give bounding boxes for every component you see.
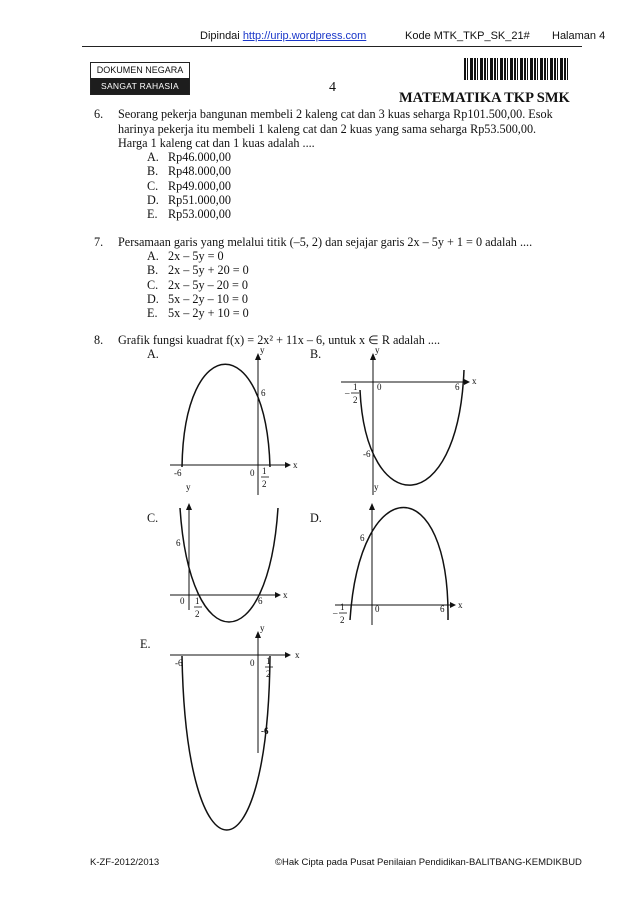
question-7-options [147,249,249,320]
option-e[interactable] [147,306,249,320]
tick-label: 0 [250,468,255,478]
graph-a-letter[interactable]: A. [147,347,159,361]
graph-b-letter[interactable]: B. [310,347,322,361]
y-axis-label: y [260,623,265,633]
question-6-options [147,150,231,221]
tick-label: – [345,388,350,398]
tick-label: – [333,608,338,618]
graph-c[interactable] [160,482,300,625]
tick-label: 2 [266,669,271,679]
tick-label: 6 [455,382,460,392]
question-line: harinya pekerja itu membeli 1 kaleng cat dan 2 kuas yang sama seharga Rp53.500,00. [118,121,537,136]
option-letter: D. [147,192,159,207]
tick-label: 1 [340,602,345,612]
document-code: Kode MTK_TKP_SK_21# [405,30,530,42]
graph-d-letter[interactable]: D. [310,511,322,525]
tick-label: 1 [266,656,271,666]
option-letter: E. [147,207,158,222]
scan-header-source [200,30,366,42]
footer-copyright: ©Hak Cipta pada Pusat Penilaian Pendidikan-BALITBANG-KEMDIKBUD [275,857,582,868]
option-text: Rp49.000,00 [168,178,231,193]
option-text: Rp48.000,00 [168,164,231,179]
question-7-text [118,235,578,250]
header-divider [82,46,582,47]
tick-label: 0 [180,596,185,606]
option-letter: D. [147,291,159,306]
x-arrow-icon [285,462,291,468]
question-line: Harga 1 kaleng cat dan 1 kuas adalah .... [118,136,315,151]
tick-label: 1 [262,466,267,476]
option-letter: B. [147,164,159,179]
footer-code: K-ZF-2012/2013 [90,857,160,868]
tick-label: 0 [250,658,255,668]
tick-label: 6 [176,538,181,548]
option-d[interactable] [147,292,249,306]
option-text: Rp51.000,00 [168,192,231,207]
option-letter: E. [147,306,158,321]
question-6-number: 6. [94,107,104,121]
option-c[interactable] [147,278,249,292]
x-axis-label: x [295,650,300,660]
parabola-curve [182,656,270,830]
tick-label: 1 [353,382,358,392]
option-b[interactable] [147,263,249,277]
option-c[interactable] [147,179,231,193]
tick-label: 6 [360,533,365,543]
tick-label: 0 [375,604,380,614]
option-d[interactable] [147,193,231,207]
tick-label: 0 [377,382,382,392]
classification-box [90,62,190,95]
barcode-icon [464,58,568,80]
option-letter: C. [147,277,159,292]
y-axis-label: y [375,345,380,355]
tick-label: 2 [262,479,267,489]
tick-label: 1 [195,596,200,606]
subject-title: MATEMATIKA TKP SMK [399,90,570,106]
tick-label: 6 [261,388,266,398]
option-text: Rp46.000,00 [168,150,231,164]
question-8-text [118,333,578,348]
tick-label: 6 [258,596,263,606]
graph-d[interactable] [330,482,480,630]
option-text: 2x – 5y + 20 = 0 [168,263,249,278]
classification-top: DOKUMEN NEGARA [91,63,189,78]
graph-e[interactable] [160,623,310,828]
x-axis-label: x [458,600,463,610]
tick-label: 2 [340,615,345,625]
question-line: Grafik fungsi kuadrat f(x) = 2x² + 11x – 6, untuk x ∈ R adalah .... [118,333,441,347]
option-text: 5x – 2y – 10 = 0 [168,291,248,306]
tick-label: 6 [440,604,445,614]
option-a[interactable] [147,150,231,164]
option-text: 2x – 5y – 20 = 0 [168,277,248,292]
option-letter: A. [147,150,159,164]
x-arrow-icon [464,379,470,385]
question-6-text [118,107,578,151]
parabola-curve [350,508,448,621]
y-axis-label: y [186,482,191,492]
tick-label: -6 [363,449,371,459]
source-link[interactable]: http://urip.wordpress.com [242,30,367,42]
option-e[interactable] [147,207,231,221]
x-arrow-icon [275,592,281,598]
x-axis-label: x [293,460,298,470]
option-letter: B. [147,263,159,278]
question-7-number: 7. [94,235,104,249]
tick-label: -6 [174,468,182,478]
classification-bottom: SANGAT RAHASIA [91,78,189,94]
tick-label: -6 [261,726,269,736]
parabola-curve [360,370,464,485]
question-line: Persamaan garis yang melalui titik (–5, 2) dan sejajar garis 2x – 5y + 1 = 0 adalah .... [118,235,533,249]
parabola-curve [182,364,270,467]
option-letter: A. [147,249,159,263]
graph-e-letter[interactable]: E. [140,637,151,651]
x-axis-label: x [472,376,477,386]
option-b[interactable] [147,164,231,178]
x-arrow-icon [285,652,291,658]
option-text: Rp53.000,00 [168,207,231,222]
option-text: 2x – 5y = 0 [168,249,224,263]
question-line: Seorang pekerja bangunan membeli 2 kaleng cat dan 3 kuas seharga Rp101.500,00. Esok [118,107,553,121]
option-text: 5x – 2y + 10 = 0 [168,306,249,321]
graph-a[interactable] [160,345,300,500]
tick-label: 2 [195,609,200,619]
option-a[interactable] [147,249,249,263]
exam-page-number: 4 [329,80,336,95]
y-axis-label: y [260,345,265,355]
y-arrow-icon [369,503,375,510]
tick-label: -6 [175,658,183,668]
page-indicator: Halaman 4 [552,30,606,42]
y-arrow-icon [186,503,192,510]
scan-prefix: Dipindai [200,30,240,42]
y-axis-label: y [374,482,379,492]
graph-c-letter[interactable]: C. [147,511,159,525]
option-letter: C. [147,178,159,193]
x-axis-label: x [283,590,288,600]
graph-b[interactable] [336,345,486,500]
x-arrow-icon [450,602,456,608]
question-8-number: 8. [94,333,104,347]
tick-label: 2 [353,395,358,405]
